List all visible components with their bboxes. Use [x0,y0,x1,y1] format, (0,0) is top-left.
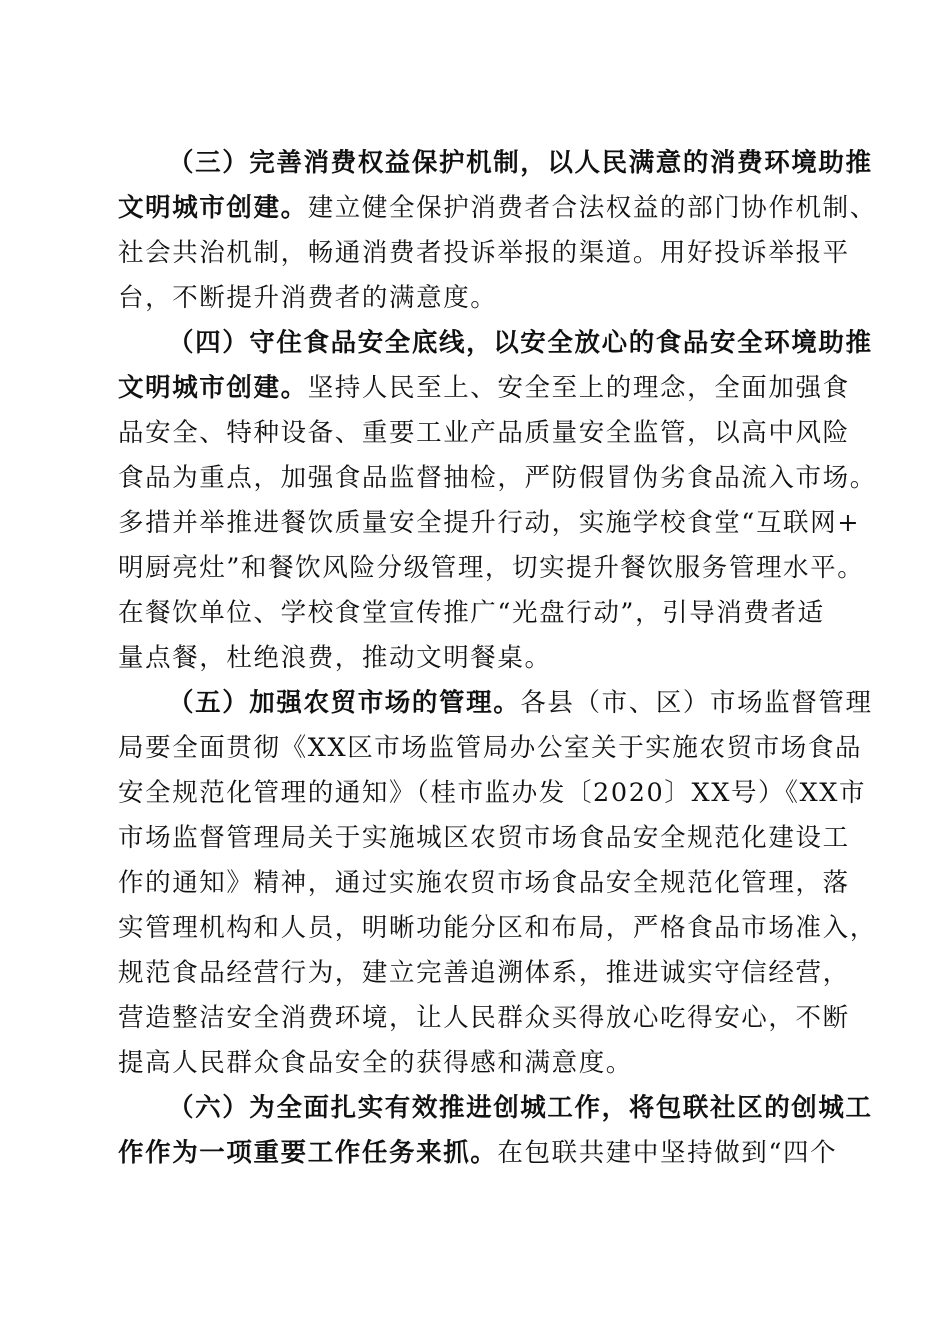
body-text: 规范食品经营行为，建立完善追溯体系，推进诚实守信经营， [118,958,850,988]
body-text: 实管理机构和人员，明晰功能分区和布局，严格食品市场准入， [118,913,877,943]
body-text: 多措并举推进餐饮质量安全提升行动，实施学校食堂“互联网+ [118,508,861,538]
body-text: 明厨亮灶”和餐饮风险分级管理，切实提升餐饮服务管理水平。 [118,553,865,583]
body-text: 在餐饮单位、学校食堂宣传推广“光盘行动”，引导消费者适 [118,598,825,628]
paragraph-line [168,326,873,360]
paragraph-line [118,191,877,225]
paragraph-line [168,146,873,180]
paragraph-line [118,731,862,765]
paragraph-line [118,371,850,405]
body-text: 社会共治机制，畅通消费者投诉举报的渠道。用好投诉举报平 [118,238,850,268]
paragraph-line [118,956,850,990]
paragraph-line [118,596,825,630]
body-text: 量点餐，杜绝浪费，推动文明餐桌。 [118,643,552,673]
paragraph-line [118,551,864,585]
paragraph-line [168,1091,873,1125]
body-text: 市场监督管理局关于实施城区农贸市场食品安全规范化建设工 [118,823,850,853]
body-text: 在包联共建中坚持做到“四个 [497,1138,838,1168]
body-text: 安全规范化管理的通知》（桂市监办发〔2020〕XX号）《XX市 [118,778,867,808]
body-text: 各县（市、区）市场监督管理 [520,688,873,718]
paragraph-line [118,1136,837,1170]
body-text: 作的通知》精神，通过实施农贸市场食品安全规范化管理，落 [118,868,850,898]
body-text: 局要全面贯彻《XX区市场监管局办公室关于实施农贸市场食品 [118,733,863,763]
body-text: 食品为重点，加强食品监督抽检，严防假冒伪劣食品流入市场。 [118,463,877,493]
body-text: 品安全、特种设备、重要工业产品质量安全监管，以高中风险 [118,418,850,448]
paragraph-line [118,416,850,450]
paragraph-line [118,461,877,495]
paragraph-line [118,1046,633,1080]
bold-heading-text: 文明城市创建。 [118,193,308,223]
body-text: 提高人民群众食品安全的获得感和满意度。 [118,1048,633,1078]
bold-heading-text: 作作为一项重要工作任务来抓。 [118,1138,498,1168]
paragraph-line [118,866,850,900]
bold-heading-text: （三）完善消费权益保护机制，以人民满意的消费环境助推 [168,148,873,178]
paragraph-line [168,686,873,720]
paragraph-line [118,821,850,855]
body-text: 营造整洁安全消费环境，让人民群众买得放心吃得安心，不断 [118,1003,850,1033]
paragraph-line [118,506,860,540]
paragraph-line [118,776,866,810]
paragraph-line [118,1001,850,1035]
body-text: 建立健全保护消费者合法权益的部门协作机制、 [307,193,877,223]
bold-heading-text: 文明城市创建。 [118,373,308,403]
bold-heading-text: （五）加强农贸市场的管理。 [168,688,521,718]
paragraph-line [118,911,877,945]
paragraph-line [118,641,552,675]
paragraph-line [118,281,497,315]
body-text: 台，不断提升消费者的满意度。 [118,283,498,313]
paragraph-line [118,236,850,270]
body-text: 坚持人民至上、安全至上的理念，全面加强食 [307,373,850,403]
bold-heading-text: （四）守住食品安全底线，以安全放心的食品安全环境助推 [168,328,873,358]
bold-heading-text: （六）为全面扎实有效推进创城工作，将包联社区的创城工 [168,1093,873,1123]
